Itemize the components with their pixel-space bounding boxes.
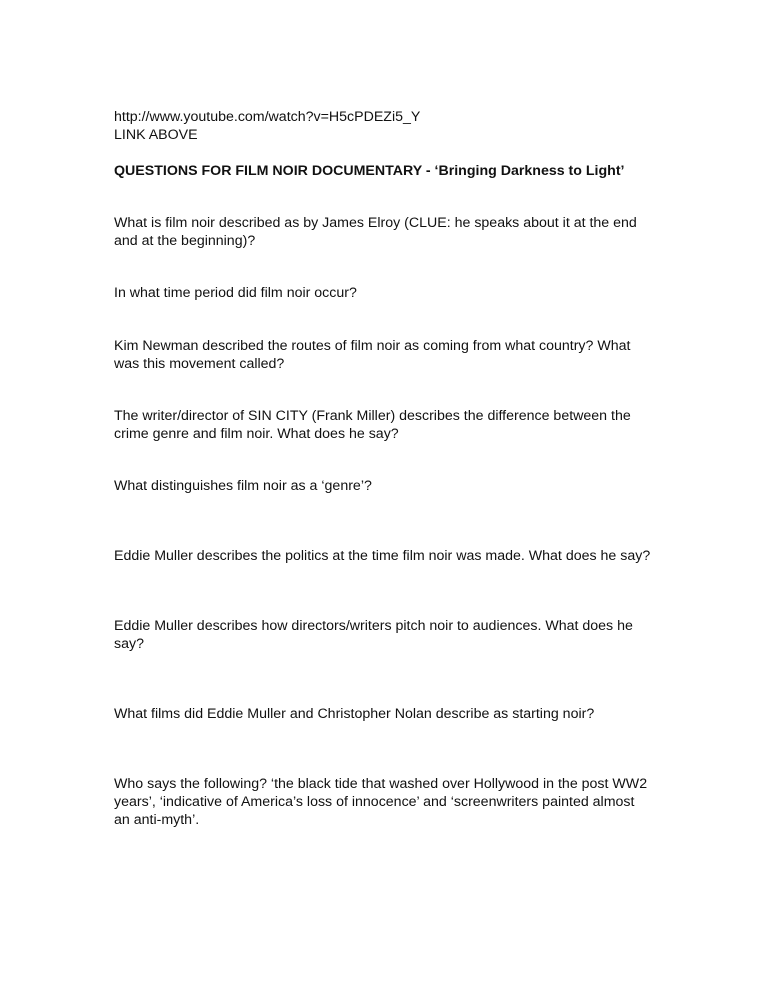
question-9: Who says the following? ‘the black tide that washed over Hollywood in the post WW2 years’, ‘indicative of America’s loss of innocence’ and ‘screenwriters painted almost an anti-myth’. [114,776,648,828]
question-7: Eddie Muller describes how directors/writers pitch noir to audiences. What does he say? [114,618,633,652]
question-3: Kim Newman described the routes of film noir as coming from what country? What was this movement called? [114,338,631,372]
question-2: In what time period did film noir occur? [114,285,357,301]
question-1: What is film noir described as by James Elroy (CLUE: he speaks about it at the end and at the beginning)? [114,215,637,249]
youtube-link[interactable]: http://www.youtube.com/watch?v=H5cPDEZi5_Y [114,109,421,125]
document-body [114,108,654,829]
document-title: QUESTIONS FOR FILM NOIR DOCUMENTARY - ‘Bringing Darkness to Light’ [114,163,625,179]
question-8: What films did Eddie Muller and Christopher Nolan describe as starting noir? [114,706,595,722]
question-5: What distinguishes film noir as a ‘genre’? [114,478,372,494]
link-label: LINK ABOVE [114,127,198,143]
question-4: The writer/director of SIN CITY (Frank Miller) describes the difference between the crime genre and film noir. What does he say? [114,408,631,442]
question-6: Eddie Muller describes the politics at the time film noir was made. What does he say? [114,548,651,564]
